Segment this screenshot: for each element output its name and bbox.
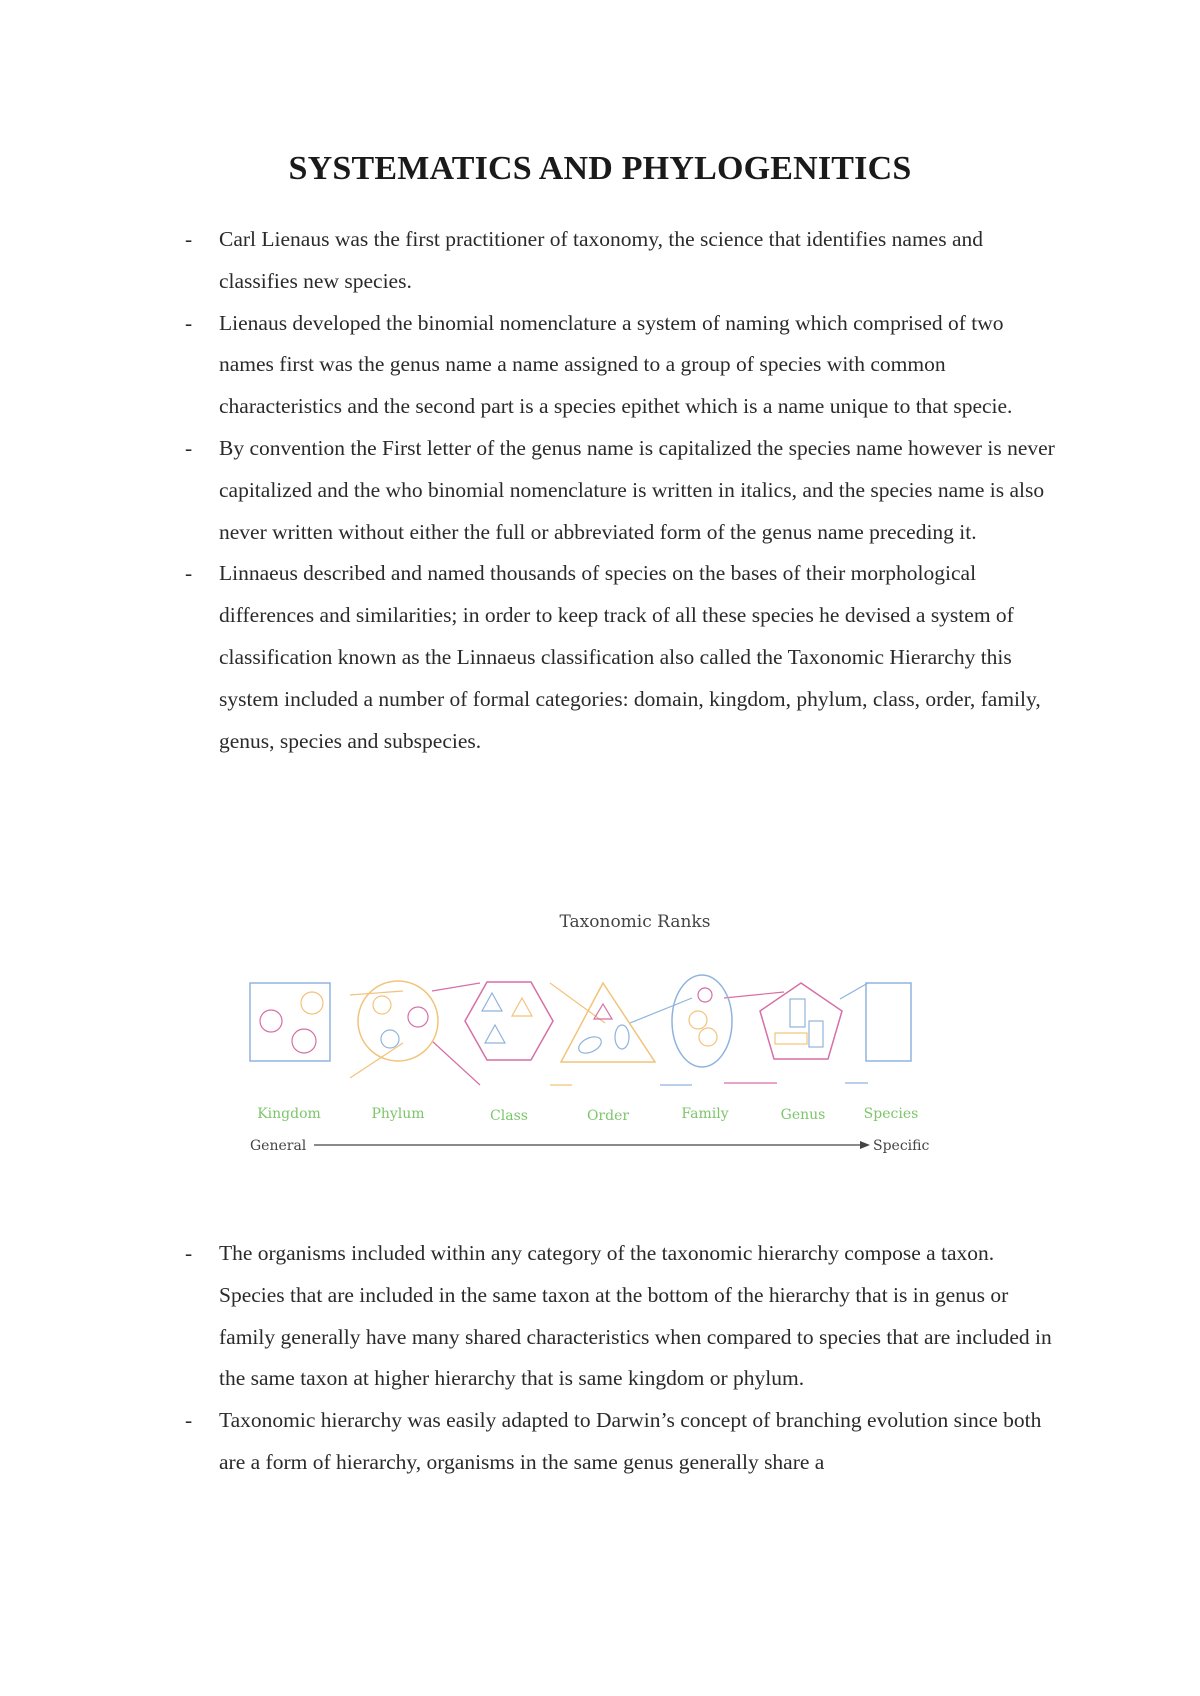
genus-shape bbox=[760, 983, 842, 1059]
connector-line bbox=[432, 983, 480, 991]
class-shape bbox=[465, 982, 553, 1060]
list-item bbox=[185, 219, 1055, 303]
bullet-list-top bbox=[185, 219, 1055, 762]
rank-label-class: Class bbox=[490, 1108, 528, 1124]
bullet-marker: - bbox=[185, 561, 193, 586]
rank-label-genus: Genus bbox=[780, 1107, 826, 1123]
family-shape bbox=[672, 975, 732, 1067]
connector-line bbox=[724, 992, 784, 998]
figure-title: Taxonomic Ranks bbox=[559, 912, 711, 932]
list-item bbox=[185, 428, 1055, 553]
rank-label-species: Species bbox=[863, 1106, 919, 1122]
bullet-list-bottom bbox=[185, 1233, 1055, 1484]
connector-line bbox=[630, 998, 692, 1023]
list-item-text: Lienaus developed the binomial nomenclature a system of naming which comprised of two names first was the genus name a name assigned to a group of species with common characteristics and the second part is a species epithet which is a name unique to that specie. bbox=[219, 310, 1013, 419]
arrow-right-icon bbox=[860, 1141, 870, 1149]
rank-label-phylum: Phylum bbox=[371, 1106, 425, 1122]
taxonomic-ranks-diagram bbox=[250, 905, 1020, 1165]
axis-label-specific: Specific bbox=[873, 1138, 930, 1154]
bullet-marker: - bbox=[185, 310, 193, 335]
list-item bbox=[185, 303, 1055, 428]
kingdom-shape bbox=[250, 983, 330, 1061]
list-item bbox=[185, 1233, 1055, 1400]
connector-line bbox=[350, 991, 403, 995]
species-shape bbox=[866, 983, 911, 1061]
rank-label-family: Family bbox=[681, 1106, 729, 1122]
connector-line bbox=[550, 983, 605, 1023]
order-shape bbox=[561, 983, 655, 1062]
bullet-marker: - bbox=[185, 435, 193, 460]
list-item-text: Carl Lienaus was the first practitioner of taxonomy, the science that identifies names and classifies new species. bbox=[219, 227, 983, 293]
phylum-shape bbox=[358, 981, 438, 1061]
connector-line bbox=[432, 1041, 480, 1085]
bullet-marker: - bbox=[185, 1241, 193, 1265]
connector-line bbox=[840, 983, 868, 999]
rank-label-kingdom: Kingdom bbox=[257, 1106, 321, 1122]
list-item-text: Taxonomic hierarchy was easily adapted to Darwin’s concept of branching evolution since both are a form of hierarchy, organisms in the same genus generally share a bbox=[219, 1408, 1042, 1474]
rank-label-order: Order bbox=[586, 1108, 630, 1124]
list-item-text: Linnaeus described and named thousands of species on the bases of their morphological differences and similarities; in order to keep track of all these species he devised a system of classification known as the Linnaeus classification also called the Taxonomic Hierarchy this system included a number of formal categories: domain, kingdom, phylum, class, order, family, genus, species and subspecies. bbox=[219, 561, 1041, 753]
taxonomic-ranks-figure bbox=[250, 905, 1020, 1165]
list-item bbox=[185, 553, 1055, 762]
list-item-text: The organisms included within any category of the taxonomic hierarchy compose a taxon. Species that are included in the same taxon at the bottom of the hierarchy that is in genus or family generally have many shared characteristics when compared to species that are included in the same taxon at higher hierarchy that is same kingdom or phylum. bbox=[219, 1241, 1052, 1391]
document-title: SYSTEMATICS AND PHYLOGENITICS bbox=[288, 150, 912, 187]
list-item-text: By convention the First letter of the genus name is capitalized the species name however is never capitalized and the who binomial nomenclature is written in italics, and the species name is also never written without either the full or abbreviated form of the genus name preceding it. bbox=[219, 435, 1055, 544]
bullet-marker: - bbox=[185, 227, 193, 251]
list-item bbox=[185, 1400, 1055, 1484]
bullet-marker: - bbox=[185, 1408, 193, 1433]
axis-label-general: General bbox=[250, 1138, 307, 1154]
